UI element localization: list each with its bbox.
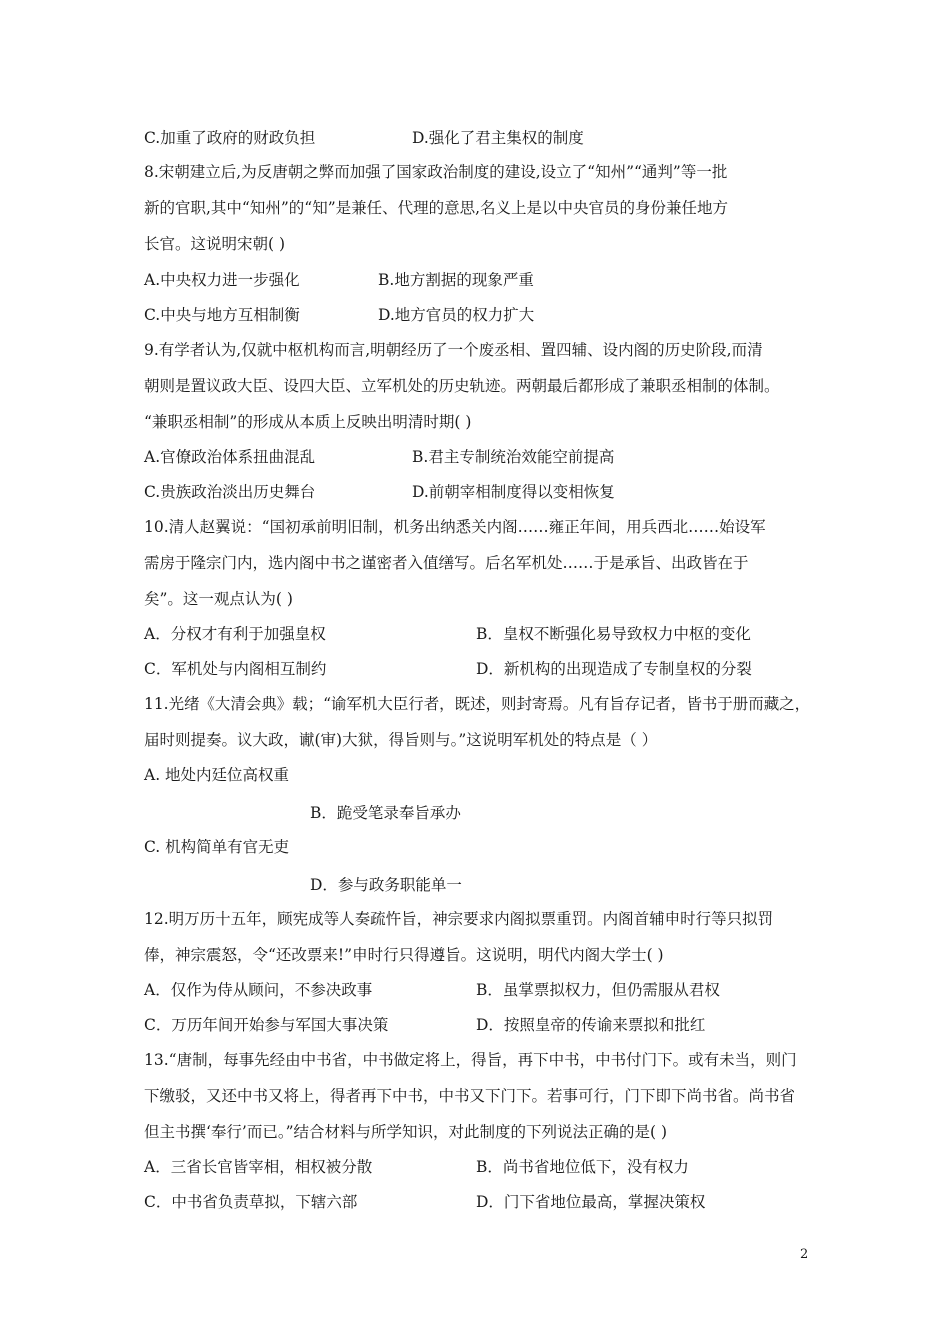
q10-option-c: C．军机处与内阁相互制约	[144, 660, 327, 678]
q8-stem-line: 8.宋朝建立后,为反唐朝之弊而加强了国家政治制度的建设,设立了“知州”“通判”等一批	[144, 163, 728, 181]
q9-stem-line: 9.有学者认为,仅就中枢机构而言,明朝经历了一个废丞相、置四辅、设内阁的历史阶段,而清	[144, 341, 763, 359]
q9-stem-line: 朝则是置议政大臣、设四大臣、立军机处的历史轨迹。两朝最后都形成了兼职丞相制的体制。	[144, 377, 780, 395]
q8-stem-line: 长官。这说明宋朝( )	[144, 235, 286, 253]
q13-option-c: C．中书省负责草拟，下辖六部	[144, 1193, 358, 1211]
q13-option-b: B．尚书省地位低下，没有权力	[476, 1158, 689, 1176]
q11-option-d: D．参与政务职能单一	[310, 876, 462, 894]
q10-stem-line: 需房于隆宗门内，选内阁中书之谨密者入值缮写。后名军机处……于是承旨、出政皆在于	[144, 554, 749, 572]
q12-option-d: D．按照皇帝的传谕来票拟和批红	[476, 1016, 706, 1034]
q8-option-c: C.中央与地方互相制衡	[144, 306, 300, 324]
q11-stem-line: 11.光绪《大清会典》载；“谕军机大臣行者，既述，则封寄焉。凡有旨存记者，皆书于册而藏之，	[144, 695, 811, 713]
page-number: 2	[800, 1247, 809, 1262]
q11-option-b: B．跪受笔录奉旨承办	[310, 804, 461, 822]
q13-option-d: D．门下省地位最高，掌握决策权	[476, 1193, 706, 1211]
q10-stem-line: 10.清人赵翼说：“国初承前明旧制，机务出纳悉关内阁……雍正年间，用兵西北……始设军	[144, 518, 766, 536]
q9-option-d: D.前朝宰相制度得以变相恢复	[412, 483, 615, 501]
q12-stem-line: 12.明万历十五年，顾宪成等人奏疏忤旨，神宗要求内阁拟票重罚。内阁首辅申时行等只拟罚	[144, 910, 774, 928]
q8-option-b: B.地方割据的现象严重	[378, 271, 534, 289]
q10-option-a: A．分权才有利于加强皇权	[144, 625, 326, 643]
q13-stem-line: 下缴驳，又还中书又将上，得者再下中书，中书又下门下。若事可行，门下即下尚书省。尚书省	[144, 1087, 796, 1105]
q9-option-c: C.贵族政治淡出历史舞台	[144, 483, 316, 501]
q11-stem-line: 届时则提奏。议大政，谳(审)大狱，得旨则与。”这说明军机处的特点是（ ）	[144, 731, 658, 749]
q12-option-a: A．仅作为侍从顾问，不参决政事	[144, 981, 373, 999]
q12-stem-line: 俸，神宗震怒，令“还改票来!”申时行只得遵旨。这说明，明代内阁大学士( )	[144, 946, 664, 964]
q12-option-b: B．虽掌票拟权力，但仍需服从君权	[476, 981, 720, 999]
q8-option-d: D.地方官员的权力扩大	[378, 306, 535, 324]
q9-stem-line: “兼职丞相制”的形成从本质上反映出明清时期( )	[144, 413, 472, 431]
q13-stem-line: 但主书撰‘奉行’而已。”结合材料与所学知识，对此制度的下列说法正确的是( )	[144, 1123, 668, 1141]
q9-option-b: B.君主专制统治效能空前提高	[412, 448, 615, 466]
q10-option-b: B．皇权不断强化易导致权力中枢的变化	[476, 625, 751, 643]
q12-option-c: C．万历年间开始参与军国大事决策	[144, 1016, 389, 1034]
q8-option-a: A.中央权力进一步强化	[144, 271, 300, 289]
q10-option-d: D．新机构的出现造成了专制皇权的分裂	[476, 660, 752, 678]
q11-option-a: A. 地处内廷位高权重	[144, 766, 290, 784]
q8-stem-line: 新的官职,其中“知州”的“知”是兼任、代理的意思,名义上是以中央官员的身份兼任地方	[144, 199, 729, 217]
q7-option-c: C.加重了政府的财政负担	[144, 129, 316, 147]
q10-stem-line: 矣”。这一观点认为( )	[144, 590, 293, 608]
q11-option-c: C. 机构简单有官无吏	[144, 838, 290, 856]
q13-option-a: A．三省长官皆宰相，相权被分散	[144, 1158, 373, 1176]
q9-option-a: A.官僚政治体系扭曲混乱	[144, 448, 316, 466]
q13-stem-line: 13.“唐制，每事先经由中书省，中书做定将上，得旨，再下中书，中书付门下。或有未当，则门	[144, 1051, 797, 1069]
q7-option-d: D.强化了君主集权的制度	[412, 129, 584, 147]
